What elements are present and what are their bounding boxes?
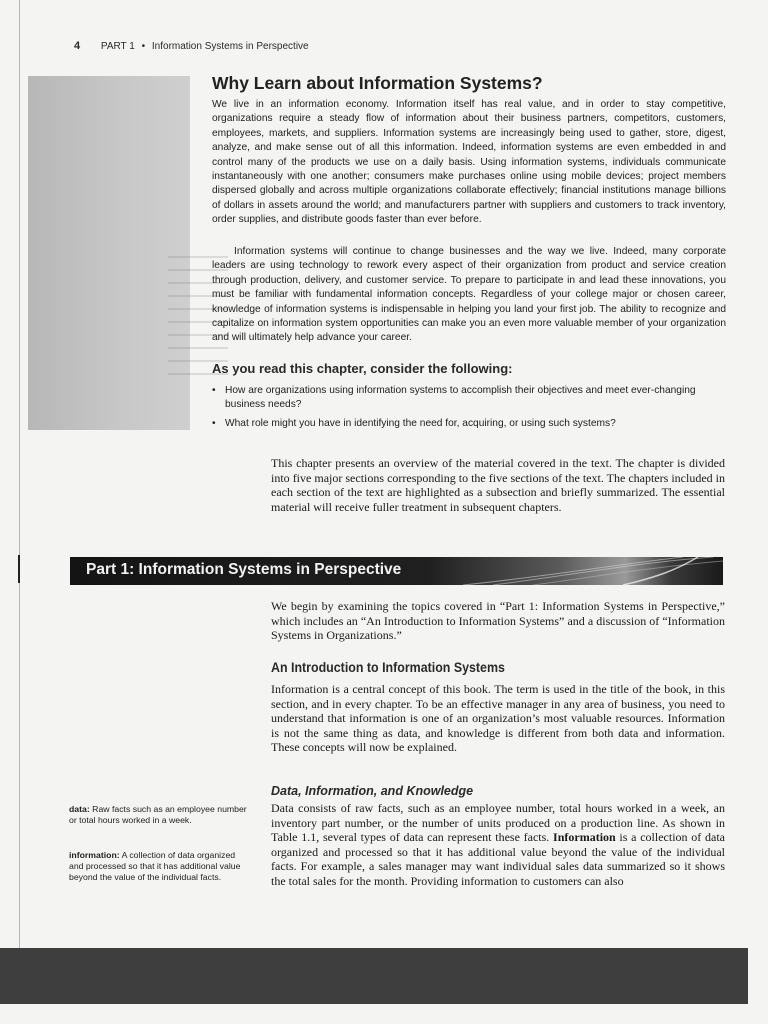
page-bottom-margin: [0, 1004, 768, 1024]
binder-line: [19, 0, 20, 1024]
list-item: [212, 417, 726, 431]
subsection-title: An Introduction to Information Systems: [271, 660, 505, 675]
header-title: Information Systems in Perspective: [151, 41, 309, 52]
why-paragraph-1: We live in an information economy. Information itself has real value, and in order to stay competitive, organizations require a steady flow of information about their business partners, competitors, customers, employees, markets, and suppliers. Information systems are increasingly being used to gather, store, digest, analyze, and make sense out of all this information. Indeed, information systems are even embedded in and control many of the products we use on a daily basis. Using information systems, individuals communicate instantaneously with one another; consumers make purchases online using mobile devices; project members dispersed globally and across multiple organizations collaborate effectively; financial institutions manage billions of dollars in assets around the world; and manufacturers partner with suppliers and customers to track inventory, order supplies, and distribute goods faster than ever before.: [212, 99, 726, 226]
page-number: 4: [74, 40, 81, 52]
header-bullet: •: [141, 41, 146, 52]
chapter-opener-image: [28, 76, 190, 430]
banner-swoosh-graphic: [423, 557, 723, 585]
bullet-icon: •: [212, 385, 216, 396]
subsubsection-title: Data, Information, and Knowledge: [271, 784, 474, 798]
dik-paragraph: [271, 801, 725, 889]
binder-mark: [18, 555, 20, 583]
part-banner: [70, 557, 723, 585]
intro-paragraph: Information is a central concept of this book. The term is used in the title of the book, in this section, and in every chapter. To be an effective manager in any area of business, you need to understand that information is one of an organization’s most valuable resources. Information is not the same thing as data, and knowledge is different from both data and information. These concepts will now be explained.: [271, 682, 725, 755]
margin-definition: A collection of data organized and processed so that it has additional value beyond the value of the individual facts.: [69, 850, 241, 882]
bullet-icon: •: [212, 417, 216, 429]
consider-list: [212, 384, 726, 435]
margin-definition: Raw facts such as an employee number or total hours worked in a week.: [69, 804, 247, 825]
margin-definition-data: [69, 804, 251, 826]
section-title: Why Learn about Information Systems?: [212, 73, 543, 93]
margin-term: data:: [69, 804, 90, 814]
part-banner-title: Part 1: Information Systems in Perspective: [86, 561, 402, 578]
scan-footer-bar: [0, 948, 748, 1004]
part-intro-paragraph: We begin by examining the topics covered in “Part 1: Information Systems in Perspective,” which includes an “An Introduction to Information Systems” and a discussion of “Information Systems in Organizations.”: [271, 599, 725, 643]
why-paragraph-2: Information systems will continue to change businesses and the way we live. Indeed, many corporate leaders are using technology to rework every aspect of their organization from product and service creation through production, delivery, and customer service. To prepare to participate in and lead these innovations, you must be familiar with fundamental information concepts. Regardless of your college major or chosen career, knowledge of information systems is indispensable in helping you land your first job. The ability to recognize and capitalize on information system opportunities can make you an even more valuable member of your organization and will ultimately help advance your career.: [212, 246, 726, 344]
dik-text-start: Data consists of raw facts, such as an employee number, total hours worked in a week, an inventory part number, or the number of units produced on a production line. As shown in Table 1.1, several types of data can represent these facts.: [271, 801, 725, 845]
key-term-information: Information: [553, 830, 616, 845]
margin-definition-information: [69, 850, 251, 883]
header-part: PART 1: [100, 41, 135, 52]
running-header: [74, 40, 309, 52]
chapter-overview: This chapter presents an overview of the material covered in the text. The chapter is divided into five major sections corresponding to the five sections of the text. The chapters included in each section of the text are highlighted as a subsection and briefly summarized. The essential material will receive fuller treatment in subsequent chapters.: [271, 456, 725, 514]
consider-heading: As you read this chapter, consider the following:: [212, 361, 513, 376]
list-item-text: How are organizations using information systems to accomplish their objectives and meet ever-changing business needs?: [225, 385, 696, 411]
margin-term: information:: [69, 850, 120, 860]
list-item: [212, 384, 726, 413]
dik-text-end: is a collection of data organized and processed so that it has additional value beyond the value of the individual facts. For example, a sales manager may want individual sales data summarized so it shows the total sales for the month. Providing information to customers can also: [271, 830, 725, 888]
list-item-text: What role might you have in identifying the need for, acquiring, or using such systems?: [225, 417, 616, 429]
